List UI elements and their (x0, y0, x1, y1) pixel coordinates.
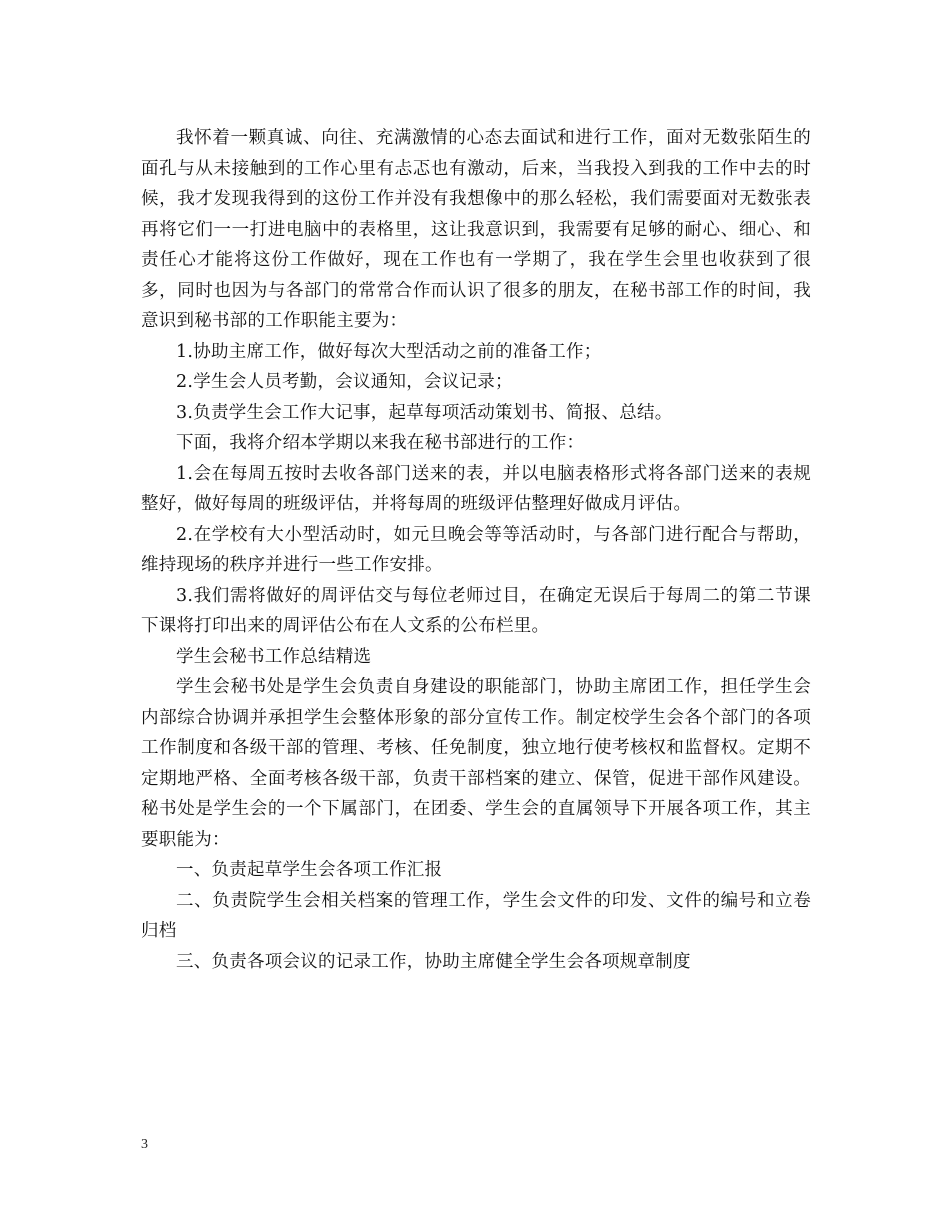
paragraph-work-intro: 下面，我将介绍本学期以来我在秘书部进行的工作： (176, 433, 585, 453)
paragraph-duty-1: 1.协助主席工作，做好每次大型活动之前的准备工作； (176, 341, 602, 362)
paragraph-function-3: 三、负责各项会议的记录工作，协助主席健全学生会各项规章制度 (176, 951, 691, 972)
paragraph-duty-3: 3.负责学生会工作大记事，起草每项活动策划书、简报、总结。 (176, 402, 673, 423)
document-body (141, 123, 811, 977)
section-heading: 学生会秘书工作总结精选 (176, 646, 372, 667)
paragraph-duty-2: 2.学生会人员考勤，会议通知，会议记录； (176, 372, 513, 392)
paragraph-work-2: 2.在学校有大小型活动时，如元旦晚会等等活动时，与各部门进行配合与帮助，维持现场的秩序并进行一些工作安排。 (141, 524, 811, 575)
paragraph-function-1: 一、负责起草学生会各项工作汇报 (176, 860, 443, 880)
paragraph-work-3: 3.我们需将做好的周评估交与每位老师过目，在确定无误后于每周二的第二节课下课将打印出来的周评估公布在人文系的公布栏里。 (141, 585, 811, 636)
paragraph-function-2: 二、负责院学生会相关档案的管理工作，学生会文件的印发、文件的编号和立卷归档 (141, 890, 811, 941)
paragraph-work-1: 1.会在每周五按时去收各部门送来的表，并以电脑表格形式将各部门送来的表规整好，做好每周的班级评估，并将每周的班级评估整理好做成月评估。 (141, 463, 811, 514)
page-number: 3 (141, 1137, 148, 1152)
paragraph-secretariat: 学生会秘书处是学生会负责自身建设的职能部门，协助主席团工作，担任学生会内部综合协调并承担学生会整体形象的部分宣传工作。制定校学生会各个部门的各项工作制度和各级干部的管理、考核、任免制度，独立地行使考核权和监督权。定期不定期地严格、全面考核各级干部，负责干部档案的建立、保管，促进干部作风建设。秘书处是学生会的一个下属部门，在团委、学生会的直属领导下开展各项工作，其主要职能为： (141, 677, 811, 850)
paragraph-intro: 我怀着一颗真诚、向往、充满激情的心态去面试和进行工作，面对无数张陌生的面孔与从未接触到的工作心里有忐忑也有激动，后来，当我投入到我的工作中去的时候，我才发现我得到的这份工作并没有我想像中的那么轻松，我们需要面对无数张表再将它们一一打进电脑中的表格里，这让我意识到，我需要有足够的耐心、细心、和责任心才能将这份工作做好，现在工作也有一学期了，我在学生会里也收获到了很多，同时也因为与各部门的常常合作而认识了很多的朋友，在秘书部工作的时间，我意识到秘书部的工作职能主要为： (141, 128, 811, 331)
